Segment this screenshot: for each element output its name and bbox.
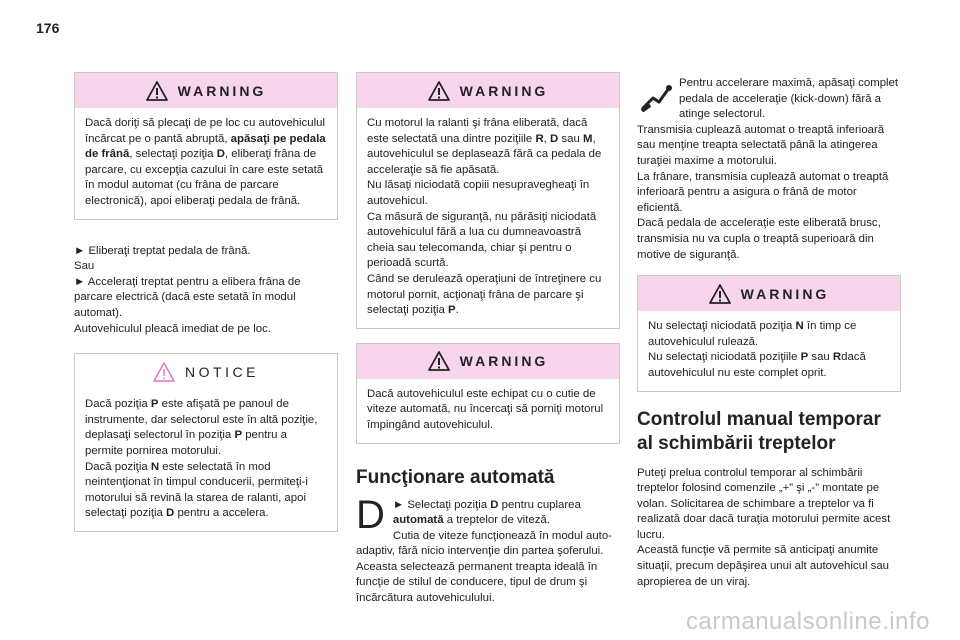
- drive-position-glyph: D: [356, 492, 385, 537]
- paragraph: Dacă poziţia N este selectată în mod neintenţionat în timpul conducerii, permiteţi-i motorului să revină la starea de ralanti, apoi selectaţi poziţia D pentru a accelera.: [85, 460, 308, 520]
- bold-term: P: [234, 429, 243, 442]
- warning-header: [75, 73, 337, 108]
- manual-control-text: [637, 466, 901, 591]
- paragraph: Cu motorul la ralanti şi frâna eliberată, dacă este selectată una dintre poziţiile R, D sau M, autovehiculul se deplasează fără ca pedala de acceleraţie să fie apăsată.: [367, 117, 602, 176]
- kickdown-text: [637, 76, 901, 263]
- paragraph: Nu lăsaţi niciodată copiii nesupravegheaţi în autovehicul.: [367, 179, 590, 207]
- column-2: [356, 72, 620, 607]
- warning-title: WARNING: [459, 82, 549, 99]
- column-1: [74, 72, 338, 546]
- instruction-line: Sau: [74, 260, 95, 273]
- intro-line: Pentru accelerare maximă, apăsaţi complet pedala de acceleraţie (kick-down) fără a atinge selectorul.: [679, 77, 899, 121]
- bold-term: automată: [392, 514, 444, 527]
- warning-triangle-icon: [146, 81, 168, 101]
- instruction-line: Autovehiculul pleacă imediat de pe loc.: [74, 322, 271, 335]
- warning-box: [637, 275, 901, 391]
- instruction-line: ► Acceleraţi treptat pentru a elibera frâna de parcare electrică (dacă este setată în modul automat).: [74, 275, 301, 319]
- watermark: carmanualsonline.info: [686, 608, 930, 635]
- warning-header: [638, 276, 900, 311]
- paragraph: Când se derulează operaţiuni de întreţinere cu motorul pornit, acţionaţi frâna de parcare şi selectaţi poziţia P.: [367, 272, 602, 317]
- warning-title: WARNING: [459, 353, 549, 370]
- warning-title: WARNING: [177, 82, 267, 99]
- warning-body: [357, 379, 619, 443]
- paragraph: Ca măsură de siguranţă, nu părăsiţi niciodată autovehiculul fără a lua cu dumneavoastră cheia sau telecomanda, chiar şi pentru o perioadă scurtă.: [367, 210, 597, 270]
- bold-term: apăsaţi pe pedala de frână: [85, 132, 326, 161]
- paragraph: Dacă pedala de acceleraţie este eliberată brusc, transmisia nu va cupla o treaptă superioară din motive de siguranţă.: [637, 217, 881, 261]
- warning-title: WARNING: [740, 285, 830, 302]
- warning-body: [357, 108, 619, 328]
- paragraph: Cutia de viteze funcţionează în modul auto-adaptiv, fără nicio intervenţie din partea şoferului.: [356, 529, 612, 558]
- paragraph: Aceasta selectează permanent treapta ideală în funcţie de stilul de conducere, tipul de drum şi încărcătura autovehiculului.: [356, 560, 598, 605]
- bold-term: R: [832, 351, 842, 364]
- warning-triangle-icon: [428, 351, 450, 371]
- section-heading: Funcţionare automată: [356, 466, 555, 488]
- bold-term: M: [582, 132, 593, 145]
- bold-term: N: [150, 460, 160, 473]
- bold-term: P: [448, 304, 456, 317]
- column-3: [637, 76, 901, 590]
- warning-box: [356, 72, 620, 329]
- paragraph: Această funcţie vă permite să anticipaţi anumite situaţii, precum depăşirea unui alt autovehicul sau apropierea de un viraj.: [637, 544, 890, 588]
- paragraph: Nu selectaţi niciodată poziţiile P sau Rdacă autovehiculul nu este complet oprit.: [648, 351, 866, 379]
- bold-term: D: [216, 148, 225, 161]
- notice-header: [75, 354, 337, 389]
- instruction-line: ► Eliberaţi treptat pedala de frână.: [74, 244, 251, 257]
- paragraph: Dacă autovehiculul este echipat cu o cutie de viteze automată, nu încercaţi să porniţi motorul împingând autovehiculul.: [367, 387, 604, 431]
- notice-box: [74, 353, 338, 532]
- bold-term: P: [800, 351, 809, 364]
- warning-body: [75, 108, 337, 219]
- warning-triangle-icon: [709, 284, 731, 304]
- start-instructions: [74, 244, 338, 338]
- paragraph: La frânare, transmisia cuplează automat o treaptă inferioară pentru a asigura o frână de motor eficientă.: [637, 170, 889, 214]
- bold-term: R: [535, 132, 544, 145]
- notice-triangle-icon: [153, 362, 175, 382]
- warning-box: [356, 343, 620, 444]
- page-number: 176: [36, 20, 60, 36]
- paragraph: Nu selectaţi niciodată poziţia N în timp ce autovehiculul rulează.: [648, 320, 857, 348]
- paragraph: Puteţi prelua controlul temporar al schimbării treptelor folosind comenzile „+” şi „-” montate pe volan. Solicitarea de schimbare a treptelor va fi realizată doar dacă turaţia motorului permite acest lucru.: [637, 466, 891, 541]
- warning-header: [357, 73, 619, 108]
- automatic-mode-text: [356, 492, 620, 607]
- accelerator-pedal-icon: [639, 82, 673, 112]
- paragraph: Transmisia cuplează automat o treaptă inferioară sau menţine treapta selectată până la atingerea turaţiei maxime a motorului.: [637, 123, 885, 167]
- bold-term: N: [795, 320, 804, 333]
- paragraph: Dacă doriţi să plecaţi de pe loc cu autovehiculul încărcat pe o pantă abruptă, apăsaţi pe pedala de frână, selectaţi poziţia D, eliberaţi frâna de parcare, cu excepţia cazului în care este setată în modul automat (cu frâna de parcare electronică), apoi eliberaţi pedala de frână.: [85, 117, 326, 207]
- warning-triangle-icon: [428, 81, 450, 101]
- paragraph: Dacă poziţia P este afişată pe panoul de instrumente, dar selectorul este în altă poziţie, deplasaţi selectorul în poziţia P pentru a permite pornirea motorului.: [85, 398, 318, 457]
- bold-term: D: [490, 498, 499, 511]
- bold-term: D: [166, 507, 175, 520]
- notice-title: NOTICE: [185, 363, 259, 380]
- warning-header: [357, 344, 619, 379]
- warning-body: [638, 311, 900, 390]
- bold-term: D: [550, 132, 559, 145]
- warning-box: [74, 72, 338, 220]
- section-heading: Controlul manual temporar al schimbării treptelor: [637, 408, 881, 454]
- bold-term: P: [150, 398, 159, 411]
- notice-body: [75, 389, 337, 531]
- intro-line: ► Selectaţi poziţia D pentru cuplarea automată a treptelor de viteză.: [392, 498, 581, 527]
